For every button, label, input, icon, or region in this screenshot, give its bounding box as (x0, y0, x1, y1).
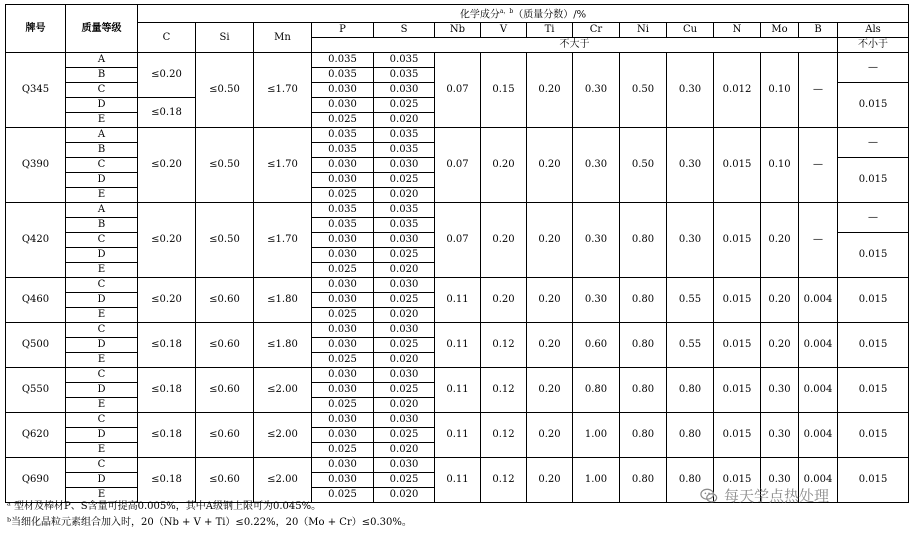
als-cell: 0.015 (838, 158, 909, 203)
p-cell: 0.025 (312, 353, 374, 368)
c-cell: ≤0.20 (138, 128, 196, 203)
header-element-c: C (138, 23, 196, 53)
quality-level-cell: C (66, 233, 138, 248)
quality-level-cell: D (66, 428, 138, 443)
als-cell: 0.015 (838, 83, 909, 128)
header-element-b: B (799, 23, 838, 38)
cr-cell: 1.00 (573, 458, 620, 503)
s-cell: 0.035 (374, 53, 435, 68)
c-cell: ≤0.18 (138, 98, 196, 128)
s-cell: 0.020 (374, 308, 435, 323)
table-row (6, 368, 909, 383)
cr-cell: 0.30 (573, 203, 620, 278)
quality-level-cell: E (66, 443, 138, 458)
footnote-b: ᵇ当细化晶粒元素组合加入时，20（Nb + V + Ti）≤0.22%，20（Mo + Cr）≤0.30%。 (7, 517, 412, 528)
table-row (6, 128, 909, 143)
s-cell: 0.030 (374, 278, 435, 293)
als-cell: — (838, 128, 909, 158)
ti-cell: 0.20 (527, 458, 573, 503)
c-cell: ≤0.20 (138, 203, 196, 278)
s-cell: 0.030 (374, 323, 435, 338)
als-cell: 0.015 (838, 413, 909, 458)
p-cell: 0.035 (312, 203, 374, 218)
c-cell: ≤0.18 (138, 323, 196, 368)
quality-level-cell: E (66, 353, 138, 368)
ni-cell: 0.80 (620, 323, 667, 368)
s-cell: 0.025 (374, 173, 435, 188)
s-cell: 0.030 (374, 233, 435, 248)
v-cell: 0.12 (481, 323, 527, 368)
quality-level-cell: C (66, 278, 138, 293)
grade-cell: Q345 (6, 53, 66, 128)
quality-level-cell: C (66, 368, 138, 383)
als-cell: 0.015 (838, 233, 909, 278)
p-cell: 0.030 (312, 428, 374, 443)
p-cell: 0.025 (312, 188, 374, 203)
nb-cell: 0.11 (435, 368, 481, 413)
quality-level-cell: D (66, 248, 138, 263)
ni-cell: 0.80 (620, 413, 667, 458)
header-element-mo: Mo (761, 23, 799, 38)
p-cell: 0.035 (312, 53, 374, 68)
table-row (6, 203, 909, 218)
s-cell: 0.020 (374, 353, 435, 368)
mo-cell: 0.30 (761, 413, 799, 458)
als-cell: 0.015 (838, 458, 909, 503)
quality-level-cell: E (66, 308, 138, 323)
table-row (6, 458, 909, 473)
ni-cell: 0.50 (620, 53, 667, 128)
ti-cell: 0.20 (527, 128, 573, 203)
header-element-ti: Ti (527, 23, 573, 38)
mn-cell: ≤1.80 (254, 278, 312, 323)
table-row (6, 53, 909, 68)
mn-cell: ≤2.00 (254, 458, 312, 503)
header-element-s: S (374, 23, 435, 38)
quality-level-cell: C (66, 83, 138, 98)
si-cell: ≤0.60 (196, 413, 254, 458)
nb-cell: 0.11 (435, 278, 481, 323)
cr-cell: 1.00 (573, 413, 620, 458)
wechat-icon (700, 487, 718, 505)
mn-cell: ≤2.00 (254, 368, 312, 413)
p-cell: 0.035 (312, 143, 374, 158)
als-cell: — (838, 203, 909, 233)
s-cell: 0.025 (374, 338, 435, 353)
s-cell: 0.020 (374, 488, 435, 503)
ti-cell: 0.20 (527, 323, 573, 368)
header-min-label: 不小于 (838, 38, 909, 53)
quality-level-cell: D (66, 383, 138, 398)
quality-level-cell: D (66, 173, 138, 188)
ni-cell: 0.80 (620, 278, 667, 323)
grade-cell: Q550 (6, 368, 66, 413)
c-cell: ≤0.18 (138, 413, 196, 458)
footnotes (7, 499, 412, 531)
p-cell: 0.030 (312, 173, 374, 188)
header-element-n: N (714, 23, 761, 38)
s-cell: 0.020 (374, 113, 435, 128)
quality-level-cell: D (66, 473, 138, 488)
ni-cell: 0.80 (620, 203, 667, 278)
header-quality: 质量等级 (66, 5, 138, 53)
mn-cell: ≤1.70 (254, 53, 312, 128)
p-cell: 0.030 (312, 158, 374, 173)
quality-level-cell: E (66, 188, 138, 203)
v-cell: 0.12 (481, 458, 527, 503)
quality-level-cell: A (66, 128, 138, 143)
si-cell: ≤0.60 (196, 323, 254, 368)
cu-cell: 0.30 (667, 203, 714, 278)
v-cell: 0.15 (481, 53, 527, 128)
cu-cell: 0.55 (667, 278, 714, 323)
si-cell: ≤0.50 (196, 203, 254, 278)
p-cell: 0.025 (312, 488, 374, 503)
ni-cell: 0.80 (620, 458, 667, 503)
ni-cell: 0.50 (620, 128, 667, 203)
quality-level-cell: C (66, 158, 138, 173)
nb-cell: 0.11 (435, 323, 481, 368)
nb-cell: 0.07 (435, 53, 481, 128)
table-row (6, 323, 909, 338)
cu-cell: 0.30 (667, 53, 714, 128)
quality-level-cell: A (66, 53, 138, 68)
n-cell: 0.012 (714, 53, 761, 128)
s-cell: 0.020 (374, 188, 435, 203)
n-cell: 0.015 (714, 458, 761, 503)
p-cell: 0.030 (312, 293, 374, 308)
s-cell: 0.030 (374, 413, 435, 428)
ti-cell: 0.20 (527, 53, 573, 128)
v-cell: 0.20 (481, 278, 527, 323)
s-cell: 0.025 (374, 383, 435, 398)
header-chem-title: 化学成分$^{a,b}$（质量分数）/% (138, 5, 909, 23)
header-element-ni: Ni (620, 23, 667, 38)
s-cell: 0.025 (374, 98, 435, 113)
s-cell: 0.025 (374, 248, 435, 263)
n-cell: 0.015 (714, 323, 761, 368)
c-cell: ≤0.18 (138, 368, 196, 413)
n-cell: 0.015 (714, 128, 761, 203)
header-grade: 牌号 (6, 5, 66, 53)
mo-cell: 0.10 (761, 53, 799, 128)
cu-cell: 0.80 (667, 413, 714, 458)
p-cell: 0.030 (312, 323, 374, 338)
si-cell: ≤0.60 (196, 278, 254, 323)
cr-cell: 0.80 (573, 368, 620, 413)
als-cell: 0.015 (838, 368, 909, 413)
footnote-a: ᵃ 型材及棒材P、S含量可提高0.005%，其中A级钢上限可为0.045%。 (7, 501, 322, 512)
c-cell: ≤0.20 (138, 53, 196, 98)
p-cell: 0.025 (312, 398, 374, 413)
nb-cell: 0.07 (435, 203, 481, 278)
p-cell: 0.030 (312, 473, 374, 488)
header-element-cr: Cr (573, 23, 620, 38)
cu-cell: 0.80 (667, 458, 714, 503)
grade-cell: Q690 (6, 458, 66, 503)
s-cell: 0.020 (374, 398, 435, 413)
p-cell: 0.035 (312, 68, 374, 83)
s-cell: 0.030 (374, 368, 435, 383)
grade-cell: Q460 (6, 278, 66, 323)
mo-cell: 0.30 (761, 368, 799, 413)
nb-cell: 0.11 (435, 413, 481, 458)
grade-cell: Q390 (6, 128, 66, 203)
cr-cell: 0.30 (573, 128, 620, 203)
als-cell: 0.015 (838, 278, 909, 323)
cu-cell: 0.80 (667, 368, 714, 413)
s-cell: 0.025 (374, 293, 435, 308)
mn-cell: ≤1.70 (254, 128, 312, 203)
p-cell: 0.030 (312, 338, 374, 353)
p-cell: 0.025 (312, 113, 374, 128)
grade-cell: Q620 (6, 413, 66, 458)
header-element-cu: Cu (667, 23, 714, 38)
p-cell: 0.030 (312, 98, 374, 113)
ti-cell: 0.20 (527, 368, 573, 413)
header-element-v: V (481, 23, 527, 38)
mo-cell: 0.10 (761, 128, 799, 203)
si-cell: ≤0.50 (196, 53, 254, 128)
s-cell: 0.030 (374, 158, 435, 173)
b-cell: 0.004 (799, 368, 838, 413)
header-element-als: Als (838, 23, 909, 38)
cr-cell: 0.30 (573, 278, 620, 323)
b-cell: 0.004 (799, 323, 838, 368)
quality-level-cell: C (66, 413, 138, 428)
nb-cell: 0.11 (435, 458, 481, 503)
p-cell: 0.030 (312, 233, 374, 248)
cu-cell: 0.55 (667, 323, 714, 368)
s-cell: 0.035 (374, 128, 435, 143)
s-cell: 0.025 (374, 473, 435, 488)
header-element-si: Si (196, 23, 254, 53)
table-row (6, 413, 909, 428)
grade-cell: Q420 (6, 203, 66, 278)
si-cell: ≤0.60 (196, 368, 254, 413)
n-cell: 0.015 (714, 278, 761, 323)
quality-level-cell: C (66, 458, 138, 473)
n-cell: 0.015 (714, 203, 761, 278)
header-element-mn: Mn (254, 23, 312, 53)
quality-level-cell: C (66, 323, 138, 338)
p-cell: 0.030 (312, 248, 374, 263)
p-cell: 0.025 (312, 308, 374, 323)
v-cell: 0.12 (481, 368, 527, 413)
p-cell: 0.025 (312, 443, 374, 458)
quality-level-cell: B (66, 218, 138, 233)
quality-level-cell: E (66, 263, 138, 278)
si-cell: ≤0.60 (196, 458, 254, 503)
quality-level-cell: E (66, 488, 138, 503)
b-cell: — (799, 53, 838, 128)
quality-level-cell: D (66, 293, 138, 308)
p-cell: 0.025 (312, 263, 374, 278)
header-element-p: P (312, 23, 374, 38)
watermark-text: 每天学点热处理 (724, 487, 830, 505)
b-cell: — (799, 128, 838, 203)
s-cell: 0.035 (374, 143, 435, 158)
ti-cell: 0.20 (527, 278, 573, 323)
s-cell: 0.030 (374, 458, 435, 473)
s-cell: 0.035 (374, 68, 435, 83)
mo-cell: 0.20 (761, 323, 799, 368)
header-element-nb: Nb (435, 23, 481, 38)
quality-level-cell: B (66, 68, 138, 83)
p-cell: 0.030 (312, 458, 374, 473)
s-cell: 0.030 (374, 83, 435, 98)
cr-cell: 0.60 (573, 323, 620, 368)
v-cell: 0.12 (481, 413, 527, 458)
s-cell: 0.025 (374, 428, 435, 443)
quality-level-cell: D (66, 98, 138, 113)
ni-cell: 0.80 (620, 368, 667, 413)
quality-level-cell: E (66, 398, 138, 413)
quality-level-cell: E (66, 113, 138, 128)
header-max-label: 不大于 (312, 38, 838, 53)
table-row (6, 278, 909, 293)
b-cell: 0.004 (799, 413, 838, 458)
cu-cell: 0.30 (667, 128, 714, 203)
p-cell: 0.035 (312, 218, 374, 233)
v-cell: 0.20 (481, 203, 527, 278)
s-cell: 0.035 (374, 218, 435, 233)
v-cell: 0.20 (481, 128, 527, 203)
chemical-composition-table (5, 4, 909, 503)
s-cell: 0.035 (374, 203, 435, 218)
p-cell: 0.030 (312, 413, 374, 428)
b-cell: 0.004 (799, 458, 838, 503)
b-cell: 0.004 (799, 278, 838, 323)
p-cell: 0.030 (312, 368, 374, 383)
quality-level-cell: B (66, 143, 138, 158)
mo-cell: 0.20 (761, 203, 799, 278)
p-cell: 0.035 (312, 128, 374, 143)
mn-cell: ≤2.00 (254, 413, 312, 458)
c-cell: ≤0.20 (138, 278, 196, 323)
b-cell: — (799, 203, 838, 278)
nb-cell: 0.07 (435, 128, 481, 203)
als-cell: 0.015 (838, 323, 909, 368)
mn-cell: ≤1.80 (254, 323, 312, 368)
si-cell: ≤0.50 (196, 128, 254, 203)
ti-cell: 0.20 (527, 413, 573, 458)
quality-level-cell: A (66, 203, 138, 218)
als-cell: — (838, 53, 909, 83)
p-cell: 0.030 (312, 278, 374, 293)
p-cell: 0.030 (312, 83, 374, 98)
s-cell: 0.020 (374, 443, 435, 458)
mo-cell: 0.30 (761, 458, 799, 503)
grade-cell: Q500 (6, 323, 66, 368)
ti-cell: 0.20 (527, 203, 573, 278)
cr-cell: 0.30 (573, 53, 620, 128)
mo-cell: 0.20 (761, 278, 799, 323)
n-cell: 0.015 (714, 368, 761, 413)
c-cell: ≤0.18 (138, 458, 196, 503)
p-cell: 0.030 (312, 383, 374, 398)
quality-level-cell: D (66, 338, 138, 353)
s-cell: 0.020 (374, 263, 435, 278)
watermark (700, 485, 829, 506)
n-cell: 0.015 (714, 413, 761, 458)
mn-cell: ≤1.70 (254, 203, 312, 278)
